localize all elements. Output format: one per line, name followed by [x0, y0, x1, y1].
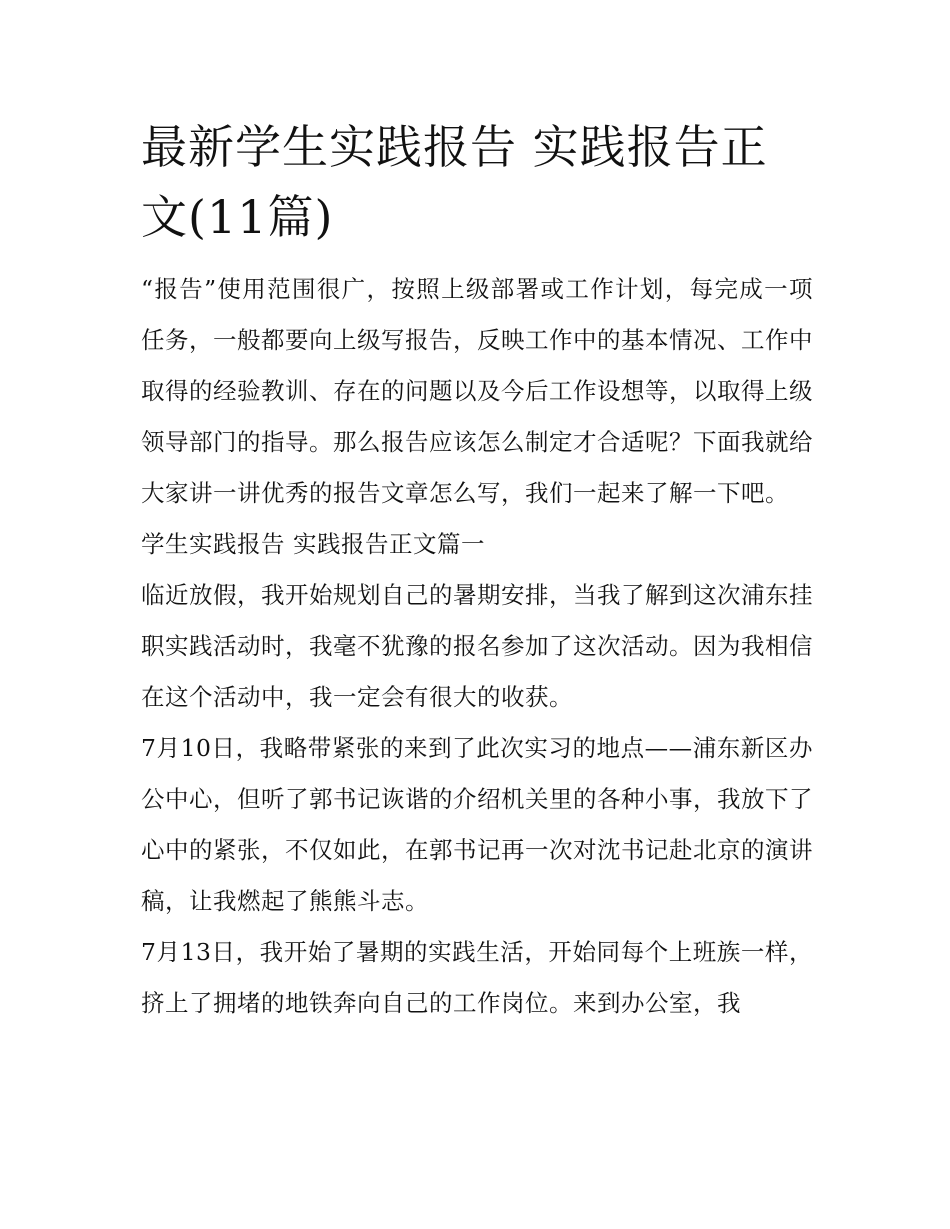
body-paragraph: 7月10日，我略带紧张的来到了此次实习的地点——浦东新区办公中心，但听了郭书记诙谐的介绍机关里的各种小事，我放下了心中的紧张，不仅如此，在郭书记再一次对沈书记赴北京的演讲稿，让我燃起了熊熊斗志。 [141, 734, 813, 915]
document-title: 最新学生实践报告 实践报告正文(11篇) [141, 120, 768, 244]
document-body [141, 112, 813, 1029]
intro-paragraph: “报告”使用范围很广，按照上级部署或工作计划，每完成一项任务，一般都要向上级写报告，反映工作中的基本情况、工作中取得的经验教训、存在的问题以及今后工作设想等，以取得上级领导部门的指导。那么报告应该怎么制定才合适呢？下面我就给大家讲一讲优秀的报告文章怎么写，我们一起来了解一下吧。 [141, 275, 813, 507]
body-paragraph: 7月13日，我开始了暑期的实践生活，开始同每个上班族一样，挤上了拥堵的地铁奔向自己的工作岗位。来到办公室，我 [141, 938, 813, 1017]
body-paragraph: 临近放假，我开始规划自己的暑期安排，当我了解到这次浦东挂职实践活动时，我毫不犹豫的报名参加了这次活动。因为我相信在这个活动中，我一定会有很大的收获。 [141, 581, 813, 711]
section-heading: 学生实践报告 实践报告正文篇一 [141, 530, 485, 558]
